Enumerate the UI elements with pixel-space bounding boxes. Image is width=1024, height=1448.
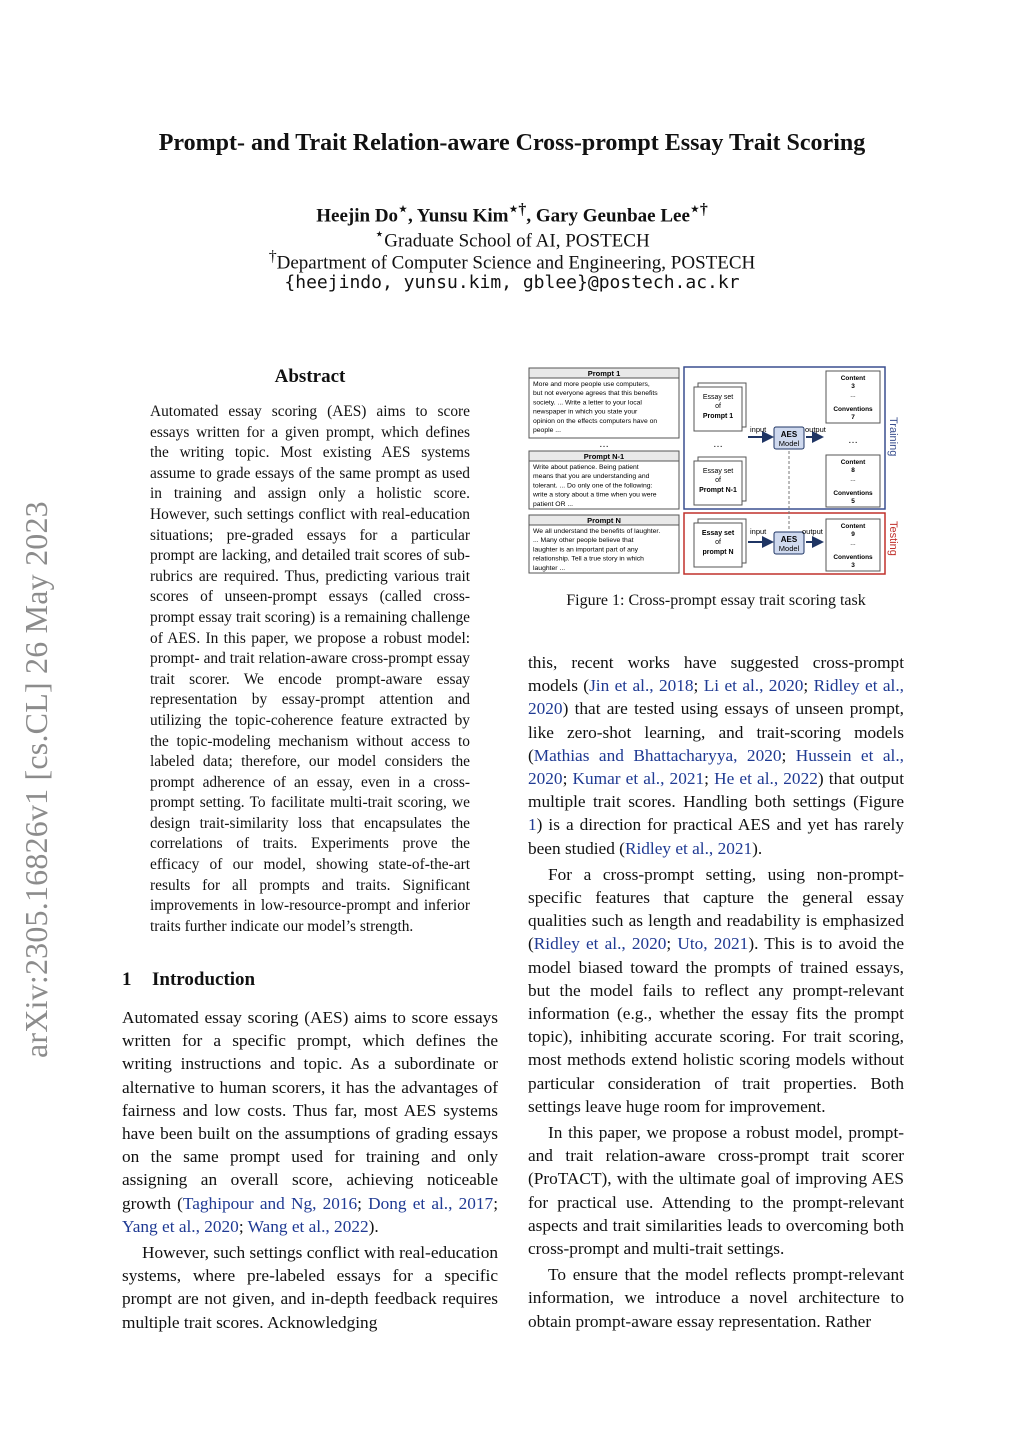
svg-text:...: ...	[850, 540, 856, 547]
prompt-text-line: Write about patience. Being patient	[533, 464, 639, 471]
svg-text:3: 3	[851, 562, 855, 569]
prompt-text-line: relationship. Tell a true story in which	[533, 555, 644, 563]
prompt-text-line: people ...	[533, 427, 561, 434]
citation-link[interactable]: Li et al., 2020	[703, 676, 804, 696]
svg-text:Conventions: Conventions	[833, 490, 873, 497]
citation-link[interactable]: Kumar et al., 2021	[572, 769, 705, 789]
prompt-text-line: but not everyone agrees that this benefits	[533, 390, 658, 398]
prompt-text-line: laughter ...	[533, 564, 566, 572]
arxiv-stamp: arXiv:2305.16826v1 [cs.CL] 26 May 2023	[18, 501, 54, 1058]
prompt-text-line: ... Many other people believe that	[533, 537, 634, 545]
citation-link[interactable]: Jin et al., 2018	[589, 676, 694, 696]
citation-link[interactable]: Yang et al., 2020	[122, 1216, 239, 1236]
training-label: Training	[887, 417, 899, 457]
figure-reference-link[interactable]: 1	[528, 815, 537, 835]
svg-text:Content: Content	[840, 375, 866, 382]
testing-label: Testing	[887, 521, 899, 556]
prompt-text-line: tolerant. ... Do only one of the following:	[533, 482, 653, 490]
output-label-train: output	[805, 425, 826, 434]
svg-text:of: of	[715, 539, 721, 546]
right-column-body	[528, 651, 904, 1333]
affiliation-2	[0, 248, 1024, 274]
aes-model-train-line2: Model	[778, 439, 800, 448]
left-column-body	[122, 1006, 498, 1334]
essay-ellipsis: …	[713, 439, 723, 450]
svg-text:5: 5	[851, 498, 855, 505]
author-3-mark: ⋆†	[689, 201, 708, 218]
prompt-text-line: society. ... Write a letter to your local	[533, 399, 642, 407]
prompt-n-1-title: Prompt N-1	[583, 452, 625, 461]
prompt-text-line: write a story about a time when you were	[533, 491, 657, 499]
prompt-1-box	[529, 368, 679, 438]
figure-1-caption: Figure 1: Cross-prompt essay trait scoring task	[566, 592, 866, 609]
prompt-1-title: Prompt 1	[587, 369, 621, 378]
svg-text:Content: Content	[840, 523, 866, 530]
aes-model-train-line1: AES	[780, 430, 798, 439]
svg-text:Prompt 1: Prompt 1	[702, 413, 734, 420]
author-list: Heejin Do⋆, Yunsu Kim⋆†, Gary Geunbae Lee⋆†	[316, 201, 708, 227]
essay-set-prompt-n	[694, 519, 746, 567]
prompt-text-line: More and more people use computers,	[533, 381, 650, 388]
prompt-n-title: Prompt N	[587, 516, 621, 525]
author-2: Yunsu Kim	[416, 205, 509, 227]
essay-set-prompt-n-1	[694, 457, 746, 505]
output-label-test: output	[802, 527, 823, 536]
citation-link[interactable]: Taghipour and Ng, 2016	[182, 1193, 358, 1213]
affiliation-1-text: Graduate School of AI, POSTECH	[384, 230, 650, 252]
affiliation-2-text: Department of Computer Science and Engineering, POSTECH	[276, 252, 756, 274]
affiliation-2-mark: †	[268, 248, 277, 265]
intro-paragraph-1: Automated essay scoring (AES) aims to score essays written for a specific prompt, which defines the writing instructions and topic. As a subordinate or alternative to human scorers, it has the advantages of fairness and low costs. Thus far, most AES systems have been built on the assumptions of grading essays on the same prompt used for training and only assigning an overall score, achieving noticeable growth (Taghipour and Ng, 2016; Dong et al., 2017; Yang et al., 2020; Wang et al., 2022).	[122, 1008, 498, 1236]
citation-link[interactable]: Ridley et al., 2020	[528, 676, 904, 719]
citation-link[interactable]: Ridley et al., 2021	[624, 838, 753, 858]
author-3: Gary Geunbae Lee	[535, 205, 690, 227]
citation-link[interactable]: Dong et al., 2017	[368, 1193, 494, 1213]
svg-text:prompt N: prompt N	[702, 549, 734, 556]
svg-text:Content: Content	[840, 459, 866, 466]
section-title: Introduction	[152, 969, 256, 990]
svg-text:of: of	[715, 403, 721, 410]
svg-text:Conventions: Conventions	[833, 554, 873, 561]
test-scores	[826, 519, 880, 571]
svg-text:Prompt N-1: Prompt N-1	[699, 487, 737, 494]
intro-paragraph-3: this, recent works have suggested cross-prompt models (Jin et al., 2018; Li et al., 2020; Ridley et al., 2020) that are tested using essays of unseen prompt, like zero-shot learning, and trait-scoring models (Mathias and Bhattacharyya, 2020; Hussein et al., 2020; Kumar et al., 2021; He et al., 2022) that output multiple trait scores. Handling both settings (Figure 1) is a direction for practical AES and yet has rarely been studied (Ridley et al., 2021).	[528, 653, 904, 858]
svg-text:Conventions: Conventions	[833, 406, 873, 413]
prompt-text-line: patient OR ...	[533, 500, 574, 508]
affiliation-1-mark: ⋆	[374, 226, 385, 243]
paper-title: Prompt- and Trait Relation-aware Cross-prompt Essay Trait Scoring	[158, 130, 866, 156]
svg-text:...: ...	[850, 392, 856, 399]
prompt-text-line: We all understand the benefits of laughter.	[533, 528, 661, 535]
prompt-text-line: newspaper in which you state your	[533, 408, 638, 416]
essay-set-prompt-1	[694, 383, 746, 431]
abstract-heading: Abstract	[274, 366, 346, 387]
prompt-text-line: means that you are understanding and	[533, 473, 650, 481]
prompt-n-1-box	[529, 451, 679, 509]
author-2-mark: ⋆†	[508, 201, 527, 218]
citation-link[interactable]: Wang et al., 2022	[247, 1216, 369, 1236]
svg-text:Essay set: Essay set	[702, 468, 734, 475]
section-heading-introduction	[122, 969, 255, 991]
intro-paragraph-2: However, such settings conflict with real-education systems, where pre-labeled essays for a specific prompt are not given, and in-depth feedback requires multiple trait scores. Acknowledging	[122, 1243, 498, 1332]
svg-text:7: 7	[851, 414, 855, 421]
abstract-text: Automated essay scoring (AES) aims to score essays written for a given prompt, which defines the writing topic. Most existing AES systems assume to grade essays of the same prompt as used in training and assign only a holistic score. However, such settings conflict with real-education situations; pre-graded essays for a particular prompt are lacking, and detailed trait scores of sub-rubrics are required. Thus, predicting various trait scores of unseen-prompt essays (called cross-prompt essay trait scoring) is a remaining challenge of AES. In this paper, we propose a robust model: prompt- and trait relation-aware cross-prompt essay trait scorer. We encode prompt-aware essay representation by essay-prompt attention and utilizing the topic-coherence feature extracted by the topic-modeling mechanism without access to labeled data; therefore, our model considers the prompt adherence of an essay, even in a cross-prompt setting. To facilitate multi-trait scoring, we design trait-similarity loss that encapsulates the correlations of traits. Experiments prove the efficacy of our model, showing state-of-the-art results for all prompts and traits. Significant improvements in low-resource-prompt and inferior traits further indicate our model’s strength.	[150, 403, 470, 935]
intro-paragraph-4: For a cross-prompt setting, using non-prompt-specific features that capture the general essay qualities such as length and readability is emphasized (Ridley et al., 2020; Uto, 2021). This is to avoid the model biased toward the prompts of trained essays, but the model fails to reflect any prompt-relevant information (e.g., whether the essay fits the prompt topic), inhibiting accurate scoring. For trait scoring, most methods extend holistic scoring models without particular consideration of trait properties. Both settings leave huge room for improvement.	[528, 864, 904, 1116]
citation-link[interactable]: He et al., 2022	[714, 769, 818, 789]
train-scores-1	[826, 371, 880, 423]
score-ellipsis: …	[848, 435, 858, 446]
citation-link[interactable]: Mathias and Bhattacharyya, 2020	[533, 745, 782, 765]
intro-paragraph-6: To ensure that the model reflects prompt-relevant information, we introduce a novel architecture to obtain prompt-aware essay representation. Rather	[528, 1265, 904, 1331]
svg-text:Essay set: Essay set	[701, 530, 735, 537]
prompt-ellipsis: …	[599, 439, 609, 450]
train-scores-2	[826, 455, 880, 507]
svg-text:...: ...	[850, 476, 856, 483]
input-label-test: input	[750, 527, 767, 536]
aes-model-test-line1: AES	[780, 535, 798, 544]
aes-model-test-line2: Model	[778, 544, 800, 553]
prompt-text-line: laughter is an important part of any	[533, 546, 639, 554]
author-emails: {heejindo, yunsu.kim, gblee}@postech.ac.kr	[284, 272, 740, 293]
prompt-text-line: opinion on the effects computers have on	[533, 417, 658, 425]
citation-link[interactable]: Hussein et al., 2020	[528, 745, 904, 789]
prompt-n-box	[529, 515, 679, 573]
input-label-train: input	[750, 425, 767, 434]
citation-link[interactable]: Ridley et al., 2020	[533, 934, 667, 954]
author-1: Heejin Do	[316, 205, 399, 227]
intro-paragraph-5: In this paper, we propose a robust model, prompt- and trait relation-aware cross-prompt trait scorer (ProTACT), with the ultimate goal of improving AES for practical use. Attending to the prompt-relevant aspects and trait similarities leads to overcoming both cross-prompt and multi-trait settings.	[528, 1123, 904, 1259]
author-1-mark: ⋆	[398, 201, 408, 218]
svg-text:of: of	[715, 477, 721, 484]
svg-text:8: 8	[851, 467, 855, 474]
section-number: 1	[122, 969, 132, 990]
svg-text:3: 3	[851, 383, 855, 390]
figure-1-diagram	[528, 365, 904, 577]
svg-text:Essay set: Essay set	[702, 394, 734, 401]
svg-text:9: 9	[851, 531, 855, 538]
citation-link[interactable]: Uto, 2021	[677, 934, 749, 954]
